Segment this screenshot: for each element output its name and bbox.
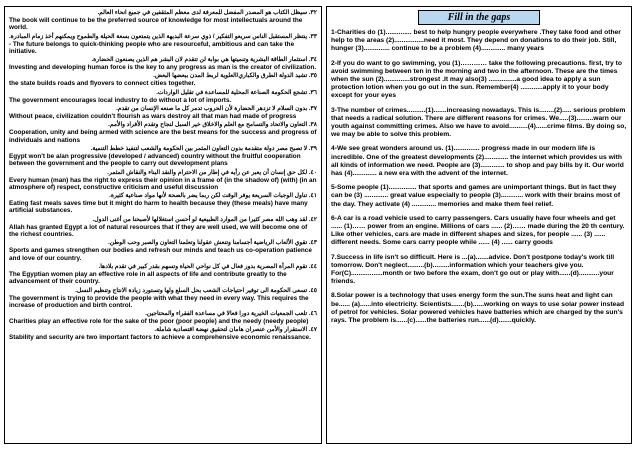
section-title: Fill in the gaps xyxy=(418,10,540,25)
english-translation: Investing and developing human force is the key to any progress as man is the creator of civilization. xyxy=(9,64,317,72)
fill-in-gaps-column xyxy=(326,6,632,444)
arabic-sentence: ٣٣. ينتظر المستقبل الناس سريعو التفكير / ذوي سرعة البديهة الذين يتمتعون بسعة الحيلة والطموح ويمكنهم أخذ زمام المبادرة. xyxy=(9,33,317,40)
arabic-sentence: ٣٦. تشجع الحكومة الصناعة المحلية للمساعدة في تقليل الواردات. xyxy=(156,89,317,96)
item-10 xyxy=(9,217,317,239)
arabic-sentence: ٣٢. سيظل الكتاب هو المصدر المفضل للمعرفة لدى معظم المثقفين في جميع انحاء العالم. xyxy=(97,10,317,16)
english-translation: Egypt won't be a/an progressive (developed / advanced) country without the fruitful cooperation between the government and the people to carry out development plans xyxy=(9,152,301,168)
question-8: 8.Solar power is a technology that uses energy form the sun.The suns heat and light can be...... (a)......into electricity. Scientists.......(b)......working on ways to use solar power instead of petrol for vehicles. Solar powered vehicles have batteries which are charged by the sun's rays. The problem is......(c)......the batteries run......(d).......quickly. xyxy=(331,292,625,325)
item-6 xyxy=(9,122,317,144)
english-translation: Cooperation, unity and being armed with science are the best means for the success and progress of individuals and nations xyxy=(9,129,317,144)
question-7: 7.Success in life isn't so difficult. Here is ...(a).......advice. Don't postpone today's work till tomorrow. Don't neglect.........(b).........information which your teachers give you. For(C).................month or two before the exam, don't go out or play with......(d)...........your friends. xyxy=(331,253,615,286)
item-1 xyxy=(9,34,317,56)
arabic-sentence: ٣٧. بدون السلام لا تزدهر الحضارة لأن الحروب تدمر كل ما صنعه الإنسان من تقدم. xyxy=(116,106,317,113)
arabic-sentence: ٤٠. لكل حق إنسان أن يعبر عن رأيه في إطار من الاحترام والنقد البناء والنقاش المثمر. xyxy=(107,169,317,176)
arabic-sentence: ٤٤. تقوم المرأة المصرية بدور فعال في كل نواحي الحياة وتسهم بقدر كبير في تقدم بلادها. xyxy=(98,263,317,270)
item-0 xyxy=(9,10,317,32)
item-4 xyxy=(9,90,317,104)
item-13 xyxy=(9,288,317,310)
item-12 xyxy=(9,264,317,286)
question-6: 6-A car is a road vehicle used to carry passengers. Cars usually have four wheels and get ...... (1)…… power from an engine. Millions of cars ...... (2)…… made during the 20 th century. Like other vehicles, cars are made in different shapes and sizes, for people ...... (3) ...... different needs. Some cars carry people while ...... (4) ...... carry goods xyxy=(331,214,625,247)
item-9 xyxy=(9,193,317,215)
english-translation: the state builds roads and flyovers to connect cities together. xyxy=(9,80,196,88)
arabic-sentence: ٣٨. التعاون والاتحاد والتسامح مع العلم والاخلاق خير السبل لنجاح وتقدم الأفراد والأمم. xyxy=(108,122,317,129)
question-2: 2-If you do want to go swimming, you (1)………… take the following precautions. first, try to avoid swimming between ten in the morning and two in the afternoon. These are the times when the sun (2)..............strongest .It may also(3) ...............a good idea to apply a sun protection lotion when you go out in the sun. Remember(4) ............apply it to your body except for your eyes xyxy=(331,59,622,100)
arabic-sentence: ٣٩. لا تصبح مصر دولة متقدمة بدون التعاون المثمر بين الحكومة والشعب لتنفيذ خطط التنمية. xyxy=(90,145,317,152)
english-translation: Allah has granted Egypt a lot of natural resources that if they are well used, we will become one of the richest countries. xyxy=(9,223,308,239)
question-3: 3-The number of crimes..........(1).......increasing nowadays. This is........(2)..... serious problem that needs a radical solution. There are different reasons for crimes. We.....(3).........warn our youth against committing crimes. Also we have to avoid..........(4)......crime films. By doing so, we may be able to solve this problem. xyxy=(331,106,627,139)
english-translation: Every human (man) has the right to express their opinion in a frame of (in the shadow of) (with) (in an atmosphere of) respect, constructive criticism and useful discussion xyxy=(9,176,317,191)
english-translation: Eating fast meals saves time but it might do harm to health because they (these meals) have many artificial substances. xyxy=(9,200,308,215)
arabic-sentence: ٤٢. لقد وهب الله مصر كثيرا من الموارد الطبيعية لو أحسن استغلالها لأصبحنا من أغنى الدول. xyxy=(92,216,317,223)
item-2 xyxy=(9,57,317,71)
english-translation: - The future belongs to quick-thinking people who are resourceful, ambitious and can take the initiative. xyxy=(9,40,295,55)
item-3 xyxy=(9,73,317,87)
translation-column xyxy=(4,6,322,444)
english-translation: The book will continue to be the preferred source of knowledge for most intellectuals around the world. xyxy=(9,17,303,32)
item-8 xyxy=(9,170,317,192)
item-7 xyxy=(9,146,317,168)
question-5: 5-Some people (1)............... that sports and games are unimportant things. But in fact they can be (3) ............. great value especially to people (3)............ work with their brains most of the day. They activate (4) ............. memories and make them feel relief. xyxy=(331,184,621,208)
arabic-sentence: ٤٥. تسعى الحكومة الى توفير احتياجات الشعب بحل السلع ولها وتستورد زيادة الانتاج وتنظيم النسل. xyxy=(75,287,317,294)
arabic-sentence: ٤٧. الاستقرار والأمن عنصران هامان لتحقيق نهضة اقتصادية شاملة. xyxy=(154,327,317,334)
arabic-sentence: ٤٦. تلعب الجمعيات الخيرية دورا فعالا في مساعدة الفقراء والمحتاجين. xyxy=(145,311,317,318)
arabic-sentence: ٣٤. استثمار الطاقة البشرية وتنميتها هي بوابة لن تتقدم لان البشر هم الذين يصنعون الحضارة. xyxy=(91,57,317,64)
english-translation: Stability and security are two important factors to achieve a comprehensive economic renaissance. xyxy=(9,334,311,342)
item-5 xyxy=(9,106,317,120)
english-translation: The government is trying to provide the people with what they need in every way. This requires the increase of production and birth control. xyxy=(9,294,309,309)
item-14 xyxy=(9,311,317,325)
english-translation: Charities play an effective role for the sake of the poor (poor people) and the needy (needy people) xyxy=(9,318,309,326)
item-11 xyxy=(9,240,317,262)
arabic-sentence: ٤٣. تقوي الألعاب الرياضية أجسامنا وتنعش عقولنا وتعلمنا التعاون والصبر وحب الوطن. xyxy=(108,240,317,247)
english-translation: Without peace, civilization couldn't flourish as wars destroy all that man had made of progress xyxy=(9,113,297,121)
english-translation: The government encourages local industry to do without a lot of imports. xyxy=(9,96,232,104)
arabic-sentence: ٣٥. تشيد الدولة الطرق والكباري/العلوية لربط المدن ببعضها البعض. xyxy=(153,73,317,80)
question-4: 4-We see great wonders around us. (1).............. progress made in our modern life is incredible. One of the greatest developments (2)............. the internet which provides us with all kinds of information we need. People are (3)............. to shop and pay bills by it. Our world has (4)............. a new era with the advent of the internet. xyxy=(331,145,624,178)
english-translation: The Egyptian women play an effective role in all aspects of life and contribute greatly to the advancement of their country. xyxy=(9,270,287,286)
question-1: 1-Charities do (1).............. best to help hungry people everywhere .They take food and other help to the areas (2)................need it most. They depend on donations to do their job. Still, hunger (3).............. continue to be a problem (4)............. many years xyxy=(331,29,621,53)
item-15 xyxy=(9,327,317,341)
english-translation: Sports and games strengthen our bodies and refresh our minds and teach us co-operation patience and love of our country. xyxy=(9,247,312,262)
arabic-sentence: ٤١. تناول الوجبات السريعة يوفر الوقت لكن ربما يضر بالصحة لأنها مواد صناعية كثيرة. xyxy=(109,193,317,200)
